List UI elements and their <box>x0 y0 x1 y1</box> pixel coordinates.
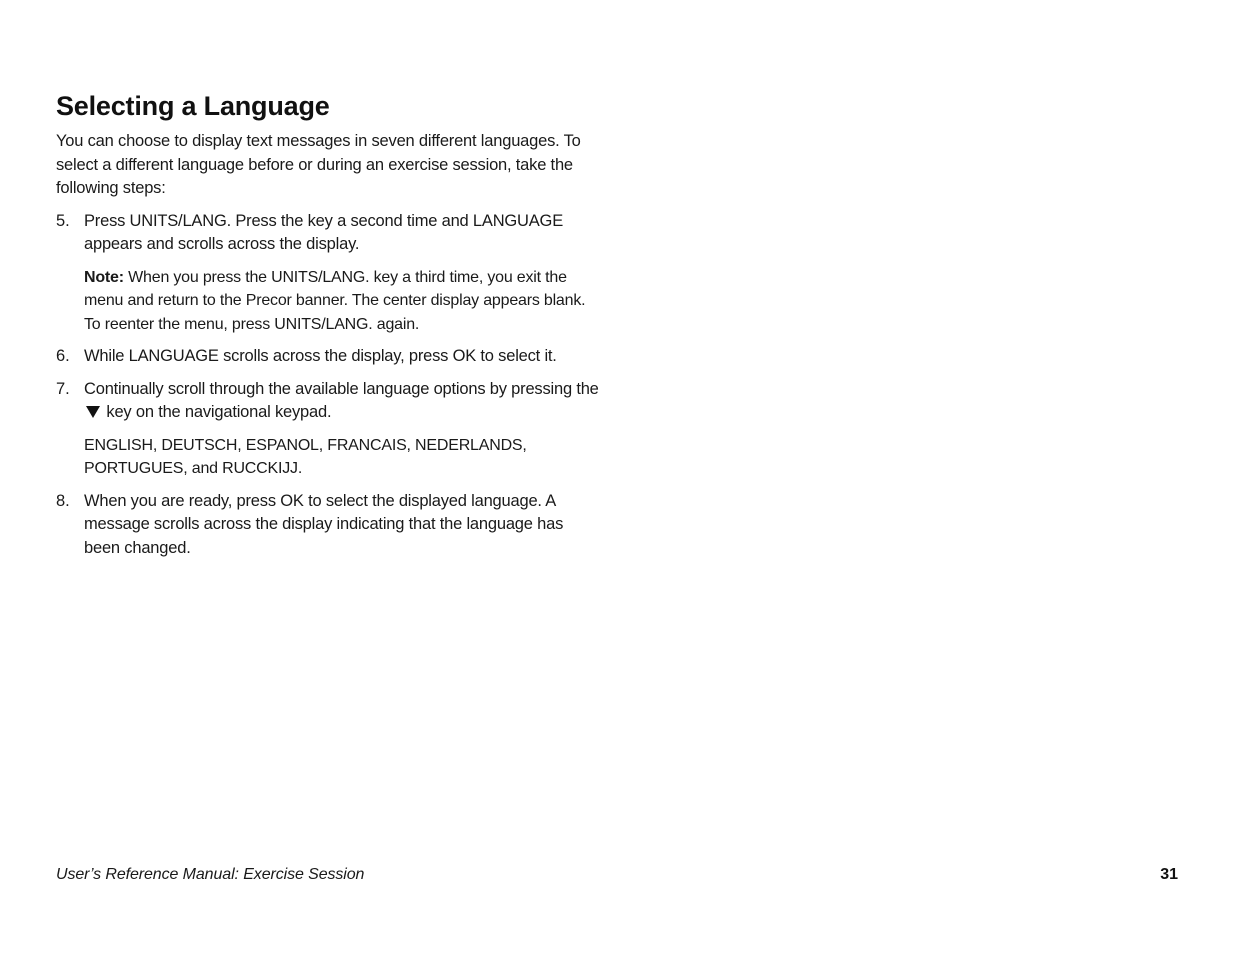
page-number: 31 <box>1160 866 1178 883</box>
step-number: 8. <box>56 491 70 510</box>
step-text: When you are ready, press OK to select the displayed language. A message scrolls across the display indicating that the language has been changed. <box>84 491 564 557</box>
page-content <box>56 88 601 569</box>
step-8 <box>56 490 601 561</box>
language-options: ENGLISH, DEUTSCH, ESPANOL, FRANCAIS, NEDERLANDS, PORTUGUES, and RUCCKIJJ. <box>84 436 527 477</box>
page-title: Selecting a Language <box>56 91 330 121</box>
note-label: Note: <box>84 268 124 286</box>
down-arrow-icon <box>86 406 100 418</box>
step-5 <box>56 210 601 337</box>
steps-list <box>56 210 601 561</box>
step-text-after-icon: key on the navigational keypad. <box>106 403 332 421</box>
step-6 <box>56 345 601 369</box>
step-number: 5. <box>56 211 70 230</box>
step-note <box>84 266 601 337</box>
step-text-before-icon: Continually scroll through the available language options by pressing the <box>84 379 599 398</box>
step-number: 7. <box>56 379 70 398</box>
note-text: When you press the UNITS/LANG. key a third time, you exit the menu and return to the Precor banner. The center display appears blank. To reenter the menu, press UNITS/LANG. again. <box>84 268 586 333</box>
footer-title: User’s Reference Manual: Exercise Session <box>56 866 365 883</box>
intro-paragraph: You can choose to display text messages in seven different languages. To select a different language before or during an exercise session, take the following steps: <box>56 132 581 197</box>
step-text <box>84 378 601 425</box>
step-number: 6. <box>56 347 70 365</box>
step-text: Press UNITS/LANG. Press the key a second time and LANGUAGE appears and scrolls across the display. <box>84 211 564 253</box>
step-text: While LANGUAGE scrolls across the display, press OK to select it. <box>84 347 557 365</box>
step-7 <box>56 378 601 481</box>
